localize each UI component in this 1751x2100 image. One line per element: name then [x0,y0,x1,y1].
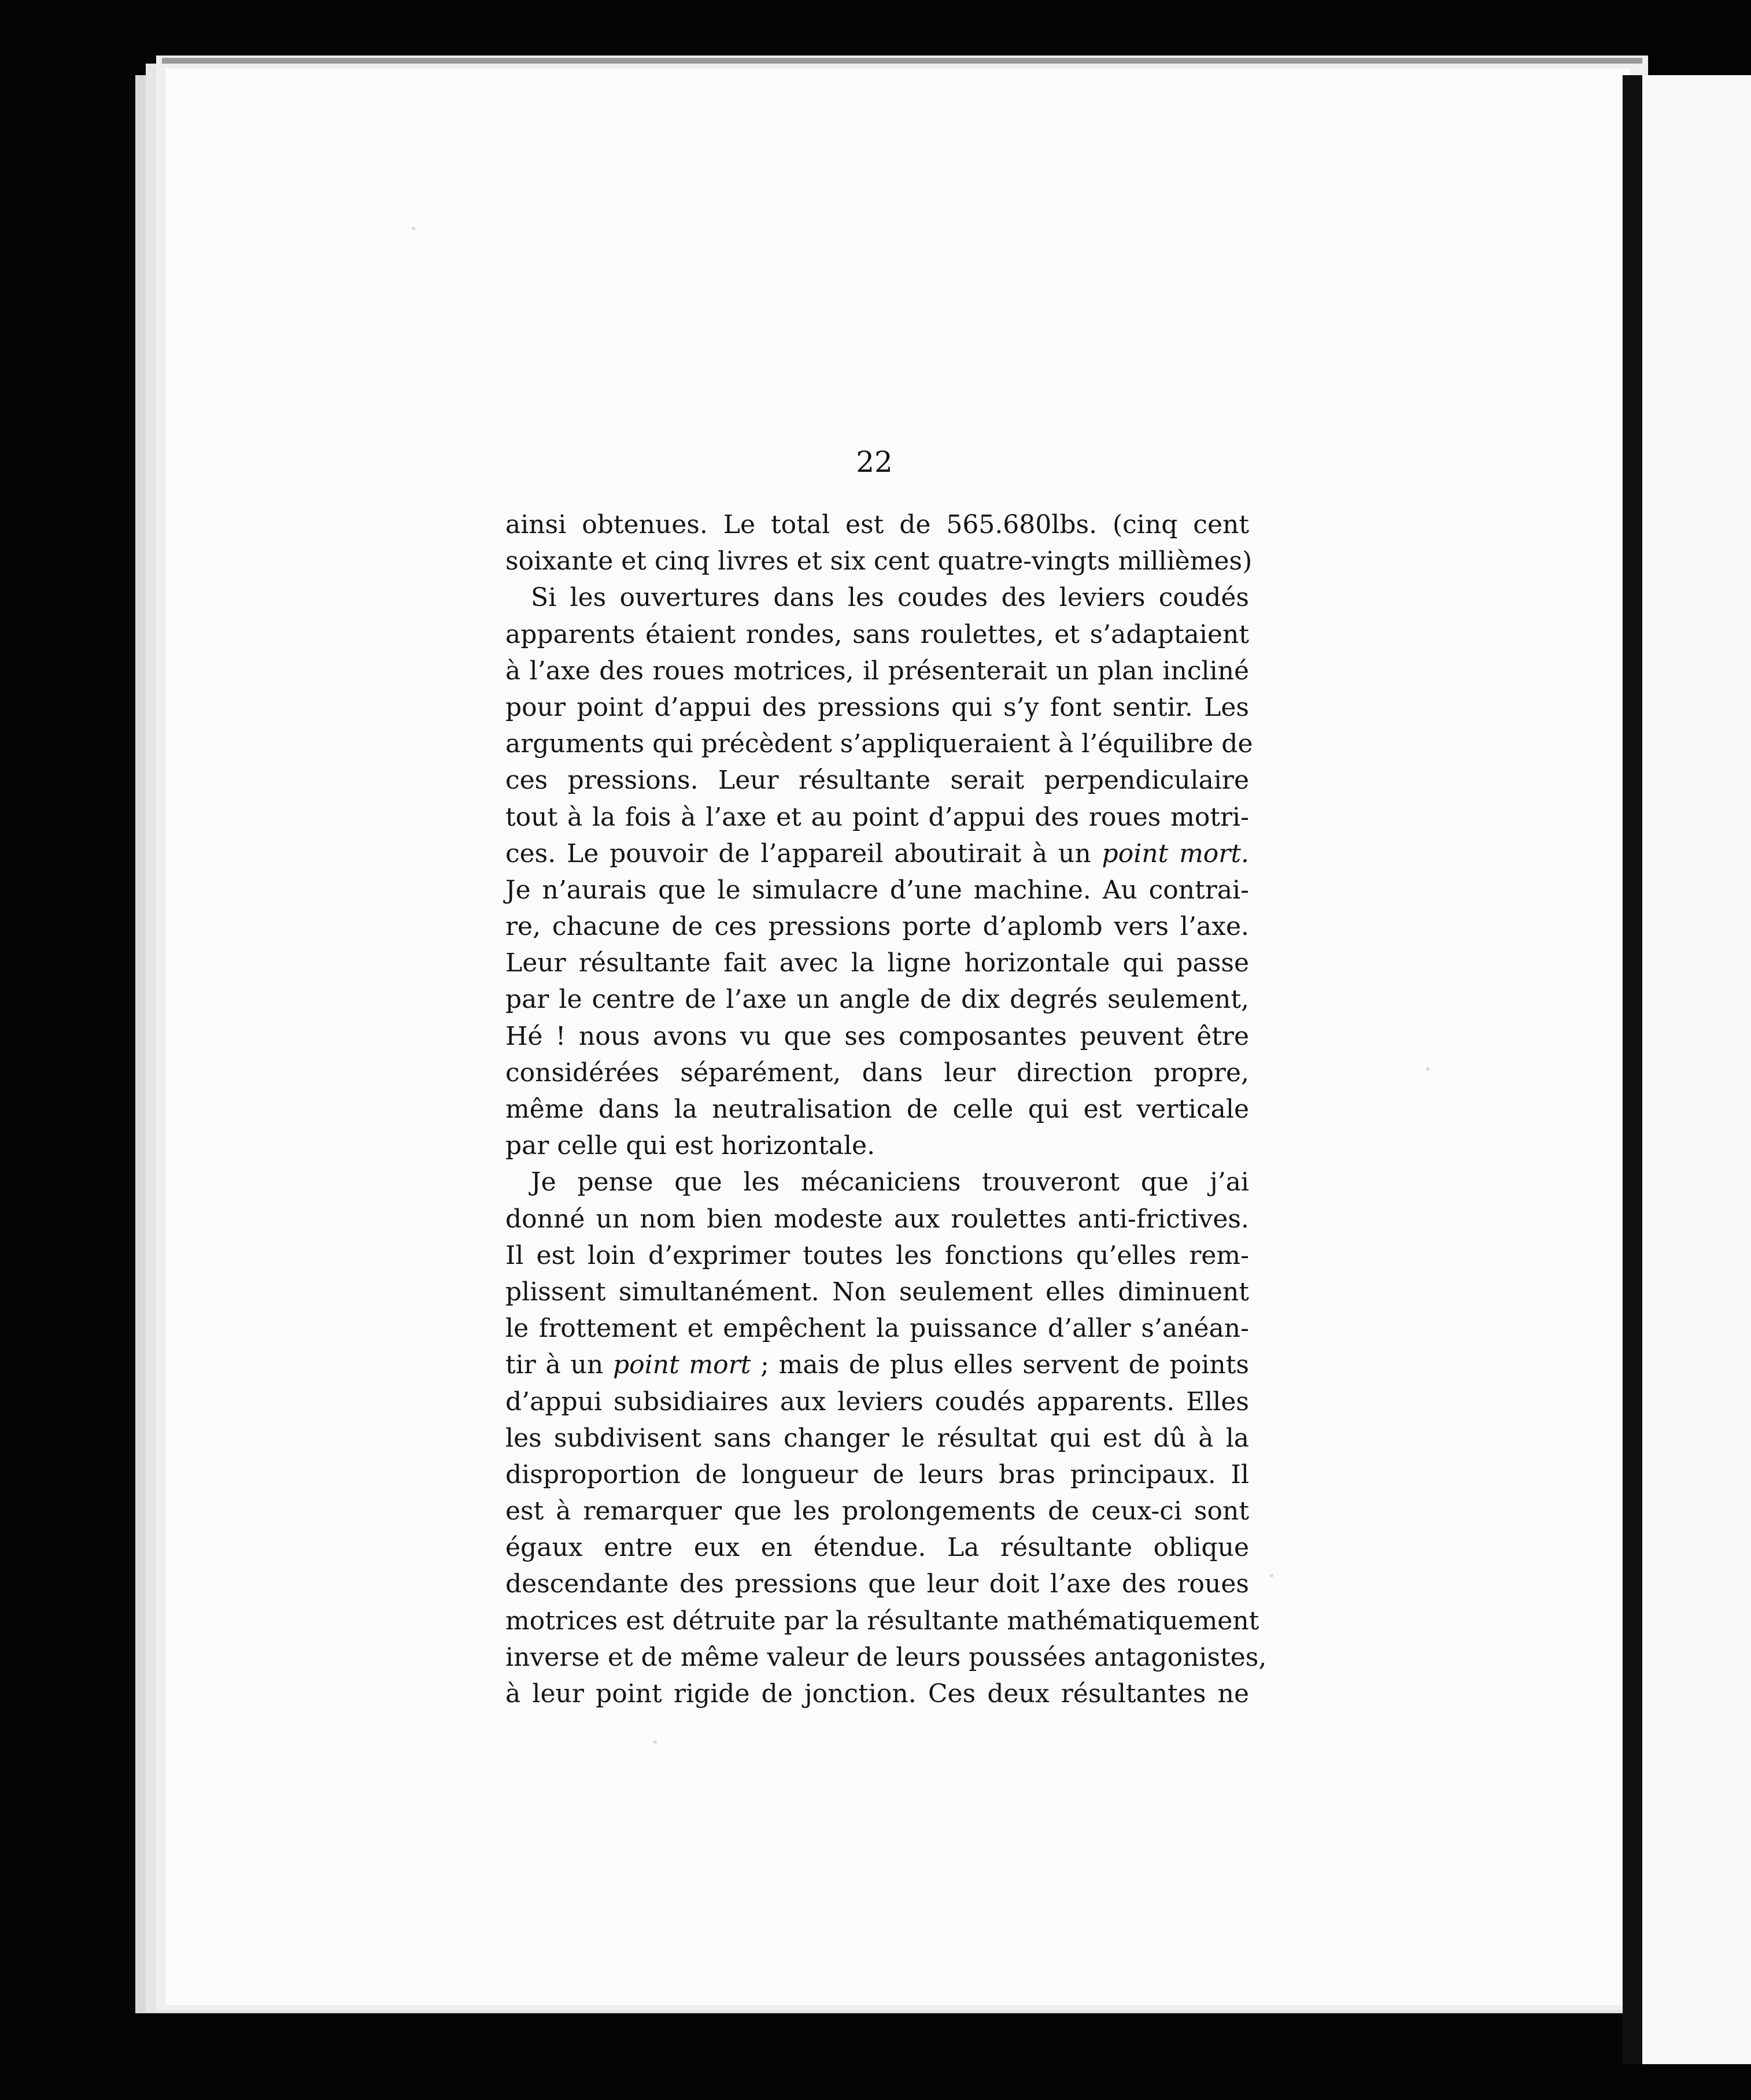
text-line: Je pense que les mécaniciens trouveront que j’ai [531,1167,1249,1197]
text-line: les subdivisent sans changer le résultat qui est dû à la [505,1423,1249,1453]
text-line: à l’axe des roues motrices, il présenterait un plan incliné [505,656,1249,686]
paper-speck [412,227,415,230]
text-line: inverse et de même valeur de leurs poussées antagonistes, [505,1642,1267,1672]
text-line: est à remarquer que les prolongements de ceux-ci sont [505,1496,1249,1526]
paper-speck [653,1740,657,1744]
text-line: disproportion de longueur de leurs bras principaux. Il [505,1459,1249,1489]
text-line: plissent simultanément. Non seulement elles diminuent [505,1277,1249,1307]
facing-page-strip [1642,75,1751,2064]
text-line: tir à un point mort ; mais de plus elles servent de points [505,1350,1249,1380]
text-line: même dans la neutralisation de celle qui est verticale [505,1095,1249,1124]
book-gutter [1623,75,1642,2064]
text-line: d’appui subsidiaires aux leviers coudés apparents. Elles [505,1387,1249,1417]
text-line: le frottement et empêchent la puissance d’aller s’anéan- [505,1314,1249,1344]
text-line: ces. Le pouvoir de l’appareil aboutirait à un point mort. [505,838,1249,868]
paper-speck [1270,1574,1273,1577]
text-line: pour point d’appui des pressions qui s’y font sentir. Les [505,692,1249,722]
text-line: re, chacune de ces pressions porte d’aplomb vers l’axe. [505,912,1249,942]
text-line: Je n’aurais que le simulacre d’une machine. Au contrai- [505,875,1249,905]
text-line: apparents étaient rondes, sans roulettes, et s’adaptaient [505,619,1249,649]
text-line: Leur résultante fait avec la ligne horizontale qui passe [505,948,1249,978]
text-line: Il est loin d’exprimer toutes les fonctions qu’elles rem- [505,1240,1249,1270]
text-line: Si les ouvertures dans les coudes des leviers coudés [531,583,1249,613]
text-line: ainsi obtenues. Le total est de 565.680lbs. (cinq cent [505,510,1249,539]
text-line: par le centre de l’axe un angle de dix degrés seulement, [505,985,1249,1015]
text-line: donné un nom bien modeste aux roulettes anti-frictives. [505,1204,1249,1234]
page-number: 22 [856,445,893,479]
text-line: par celle qui est horizontale. [505,1131,876,1161]
text-line: égaux entre eux en étendue. La résultante oblique [505,1533,1249,1563]
text-line: motrices est détruite par la résultante mathématiquement [505,1606,1259,1636]
italic-phrase: point mort. [1102,838,1249,868]
page-top-rule [162,58,1642,64]
text-line: tout à la fois à l’axe et au point d’appui des roues motri- [505,802,1249,832]
paper-speck [1426,1067,1429,1071]
text-line: Hé ! nous avons vu que ses composantes peuvent être [505,1021,1249,1051]
text-line: soixante et cinq livres et six cent quatre-vingts millièmes) [505,546,1253,576]
italic-phrase: point mort [612,1350,751,1380]
text-line: arguments qui précèdent s’appliqueraient à l’équilibre de [505,729,1253,759]
text-line: ces pressions. Leur résultante serait perpendiculaire [505,766,1249,796]
text-line: considérées séparément, dans leur direction propre, [505,1058,1249,1088]
body-text [505,506,1267,1712]
text-line: à leur point rigide de jonction. Ces deux résultantes ne [505,1679,1249,1709]
text-line: descendante des pressions que leur doit l’axe des roues [505,1569,1249,1599]
